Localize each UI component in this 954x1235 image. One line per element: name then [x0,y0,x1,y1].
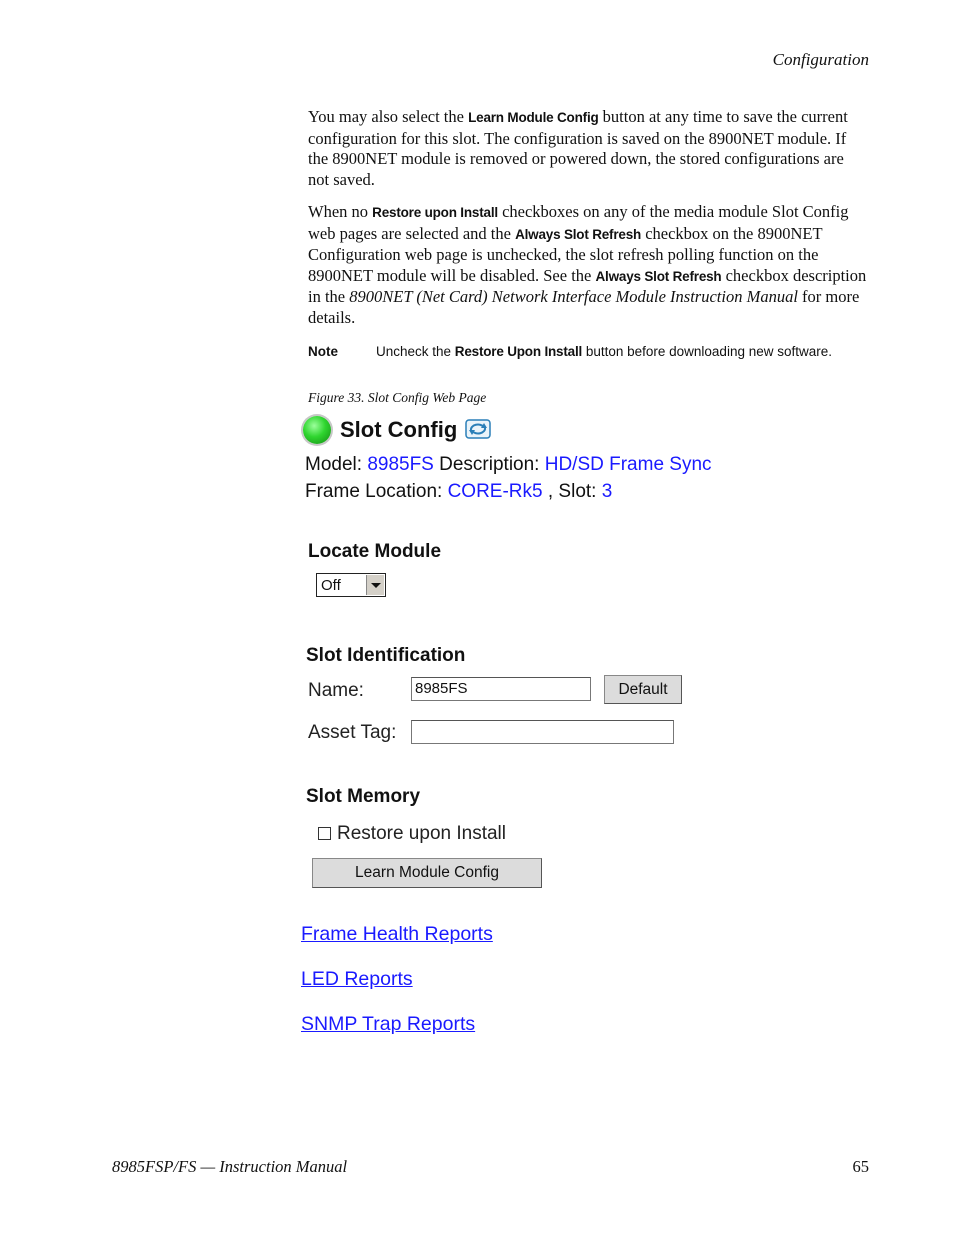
name-input[interactable]: 8985FS [411,677,591,701]
led-reports-link[interactable]: LED Reports [301,968,413,990]
note-keyword: Restore Upon Install [454,344,583,359]
locate-module-selected: Off [321,577,341,594]
snmp-trap-reports-link[interactable]: SNMP Trap Reports [301,1013,476,1035]
restore-upon-install-label: Restore upon Install [337,823,506,844]
note-label: Note [308,344,338,359]
slot-value: 3 [601,481,613,502]
body-text [308,107,868,340]
description-value: HD/SD Frame Sync [544,454,712,475]
frame-location-label: Frame Location: [305,481,448,502]
chevron-down-icon[interactable] [366,575,384,595]
refresh-icon[interactable] [465,419,491,439]
model-value: 8985FS [367,454,434,475]
name-label: Name: [308,680,364,701]
p1-keyword: Learn Module Config [468,110,599,125]
p2-keyword-2: Always Slot Refresh [515,226,642,242]
slot-memory-title: Slot Memory [306,786,421,807]
default-button[interactable]: Default [604,675,682,704]
p2-text-c: checkbox on the 8900NET Configuration web page is unchecked, the slot refresh polling function on the 8900NET module will be disabled. See the [308,223,823,285]
p2-manual-title: 8900NET (Net Card) Network Interface Module Instruction Manual [349,287,798,306]
description-label: Description: [433,454,545,475]
note-text [376,344,832,359]
slot-identification-title: Slot Identification [306,645,466,666]
model-line [305,454,712,476]
frame-location-value: CORE-Rk5 [447,481,543,502]
locate-module-select[interactable] [316,573,386,597]
frame-location-line [305,481,612,503]
paragraph-2 [308,202,868,328]
note-text-a: Uncheck the [376,344,455,359]
p2-keyword-3: Always Slot Refresh [595,268,722,284]
paragraph-1 [308,107,868,190]
frame-health-reports-link[interactable]: Frame Health Reports [301,923,493,945]
locate-module-title: Locate Module [308,541,442,562]
model-label: Model: [305,454,368,475]
p2-text-a: When no [308,202,373,221]
p1-text-a: You may also select the [308,107,469,126]
asset-tag-label: Asset Tag: [308,722,397,743]
p1-text-b: button at any time to save the current configuration for this slot. The configuration is saved on the 8900NET module. If the 8900NET module is removed or powered down, the stored configurations are not saved. [308,107,848,189]
slot-label: , Slot: [542,481,602,502]
status-led-icon [303,416,331,444]
running-header: Configuration [772,50,869,69]
p2-text-d: checkbox description in the [308,265,867,306]
p2-text-e: for more details. [308,287,860,327]
note-text-b: button before downloading new software. [582,344,832,359]
asset-tag-input[interactable] [411,720,674,744]
restore-upon-install-checkbox[interactable] [318,827,331,840]
learn-module-config-button[interactable]: Learn Module Config [312,858,542,888]
p2-text-b: checkboxes on any of the media module Slot Config web pages are selected and the [308,202,849,243]
page-number: 65 [852,1157,869,1176]
figure-caption: Figure 33. Slot Config Web Page [308,390,487,405]
footer-manual-title: 8985FSP/FS — Instruction Manual [112,1157,348,1176]
slot-config-title: Slot Config [340,417,458,442]
p2-keyword-1: Restore upon Install [372,205,498,220]
